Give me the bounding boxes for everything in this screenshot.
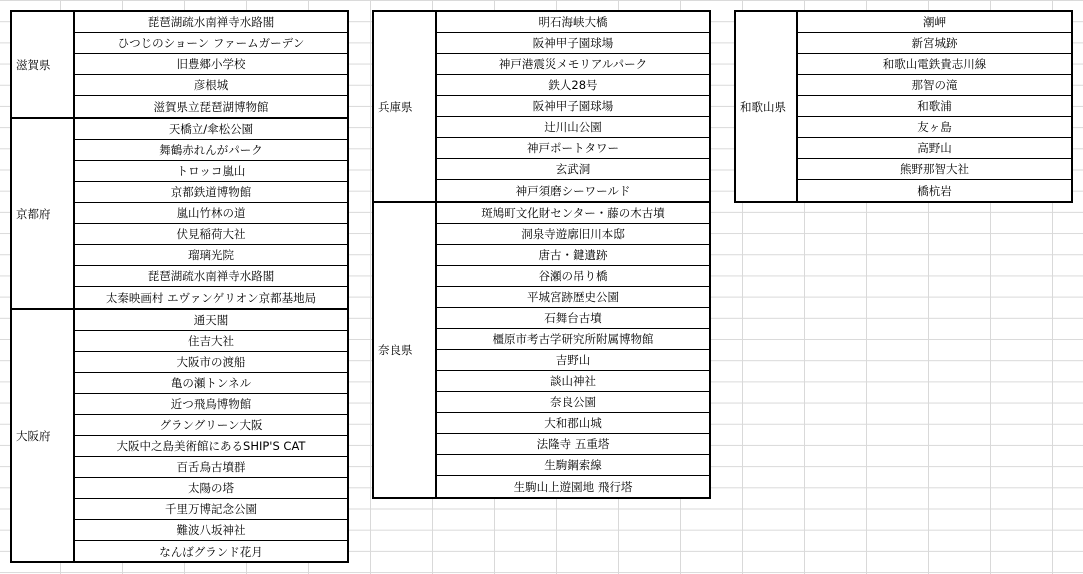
place-cell[interactable]: 奈良公園: [437, 392, 709, 413]
prefecture-table-wakayama: [734, 10, 1073, 203]
prefecture-name: 滋賀県: [16, 57, 51, 72]
place-cell[interactable]: 生駒鋼索線: [437, 455, 709, 476]
place-list: [75, 119, 347, 308]
prefecture-group-kyoto: [12, 119, 347, 310]
place-cell[interactable]: 明石海峡大橋: [437, 12, 709, 33]
place-cell[interactable]: 住吉大社: [75, 331, 347, 352]
place-cell[interactable]: 辻川山公園: [437, 117, 709, 138]
place-cell[interactable]: 谷瀬の吊り橋: [437, 266, 709, 287]
place-cell[interactable]: 神戸須磨シーワールド: [515, 183, 631, 198]
place-list: [75, 310, 347, 561]
place-cell[interactable]: 琵琶湖疏水南禅寺水路閣: [75, 12, 347, 33]
place-cell[interactable]: 嵐山竹林の道: [75, 203, 347, 224]
place-cell[interactable]: 吉野山: [437, 350, 709, 371]
place-cell[interactable]: 琵琶湖疏水南禅寺水路閣: [75, 266, 347, 287]
place-cell[interactable]: 伏見稲荷大社: [75, 224, 347, 245]
prefecture-table-hyogo-nara: [372, 10, 711, 499]
place-cell[interactable]: 大和郡山城: [437, 413, 709, 434]
prefecture-name: 奈良県: [378, 343, 413, 357]
prefecture-label: [374, 12, 437, 201]
prefecture-group-wakayama: [736, 12, 1071, 201]
prefecture-label: [736, 12, 798, 201]
place-cell[interactable]: 阪神甲子園球場: [437, 96, 709, 117]
place-cell[interactable]: 大阪中之島美術館にあるSHIP'S CAT: [75, 436, 347, 457]
place-cell[interactable]: 太秦映画村 エヴァンゲリオン京都基地局: [105, 290, 317, 305]
place-cell[interactable]: 潮岬: [798, 12, 1071, 33]
place-cell[interactable]: 瑠璃光院: [75, 245, 347, 266]
place-cell[interactable]: 斑鳩町文化財センター・藤の木古墳: [437, 203, 709, 224]
place-cell[interactable]: 百舌鳥古墳群: [75, 457, 347, 478]
prefecture-label: [12, 12, 75, 117]
place-cell[interactable]: 神戸ポートタワー: [437, 138, 709, 159]
prefecture-table-kinki-west: [10, 10, 349, 563]
prefecture-label: [12, 119, 75, 308]
place-cell[interactable]: 和歌山電鉄貴志川線: [798, 54, 1071, 75]
prefecture-name: 京都府: [16, 206, 51, 221]
place-cell[interactable]: 唐古・鍵遺跡: [437, 245, 709, 266]
place-cell[interactable]: 滋賀県立琵琶湖博物館: [153, 99, 269, 114]
place-cell[interactable]: ひつじのショーン ファームガーデン: [75, 33, 347, 54]
place-list: [437, 203, 709, 497]
place-cell[interactable]: 石舞台古墳: [437, 308, 709, 329]
place-list: [437, 12, 709, 201]
place-cell[interactable]: 友ヶ島: [798, 117, 1071, 138]
place-cell[interactable]: 彦根城: [75, 75, 347, 96]
prefecture-name: 和歌山県: [740, 99, 786, 114]
prefecture-name: 大阪府: [16, 428, 51, 443]
place-cell[interactable]: なんばグランド花月: [159, 544, 263, 559]
prefecture-label: [12, 310, 75, 561]
place-cell[interactable]: 大阪市の渡船: [75, 352, 347, 373]
place-cell[interactable]: 法隆寺 五重塔: [437, 434, 709, 455]
place-cell[interactable]: 通天閣: [75, 310, 347, 331]
place-cell[interactable]: 鉄人28号: [437, 75, 709, 96]
place-list: [798, 12, 1071, 201]
place-cell[interactable]: 橋杭岩: [917, 183, 952, 198]
prefecture-group-hyogo: [374, 12, 709, 203]
place-cell[interactable]: 阪神甲子園球場: [437, 33, 709, 54]
place-cell[interactable]: 橿原市考古学研究所附属博物館: [437, 329, 709, 350]
place-cell[interactable]: 難波八坂神社: [75, 520, 347, 541]
prefecture-label: [374, 203, 437, 497]
place-cell[interactable]: 洞泉寺遊廓旧川本邸: [437, 224, 709, 245]
prefecture-name: 兵庫県: [378, 99, 413, 114]
place-cell[interactable]: 那智の滝: [798, 75, 1071, 96]
place-cell[interactable]: 平城宮跡歴史公園: [437, 287, 709, 308]
place-cell[interactable]: 神戸港震災メモリアルパーク: [437, 54, 709, 75]
place-cell[interactable]: 天橋立/傘松公園: [75, 119, 347, 140]
place-cell[interactable]: 和歌浦: [798, 96, 1071, 117]
place-cell[interactable]: 京都鉄道博物館: [75, 182, 347, 203]
place-cell[interactable]: 太陽の塔: [75, 478, 347, 499]
place-cell[interactable]: 亀の瀬トンネル: [75, 373, 347, 394]
prefecture-group-osaka: [12, 310, 347, 561]
place-cell[interactable]: 高野山: [798, 138, 1071, 159]
place-cell[interactable]: 舞鶴赤れんがパーク: [75, 140, 347, 161]
place-cell[interactable]: 新宮城跡: [798, 33, 1071, 54]
place-list: [75, 12, 347, 117]
place-cell[interactable]: 談山神社: [437, 371, 709, 392]
place-cell[interactable]: 熊野那智大社: [798, 159, 1071, 180]
place-cell[interactable]: 生駒山上遊園地 飛行塔: [513, 479, 633, 494]
place-cell[interactable]: 近つ飛鳥博物館: [75, 394, 347, 415]
place-cell[interactable]: 千里万博記念公園: [75, 499, 347, 520]
prefecture-group-nara: [374, 203, 709, 497]
place-cell[interactable]: トロッコ嵐山: [75, 161, 347, 182]
place-cell[interactable]: グラングリーン大阪: [75, 415, 347, 436]
prefecture-group-shiga: [12, 12, 347, 119]
place-cell[interactable]: 旧豊郷小学校: [75, 54, 347, 75]
place-cell[interactable]: 玄武洞: [437, 159, 709, 180]
